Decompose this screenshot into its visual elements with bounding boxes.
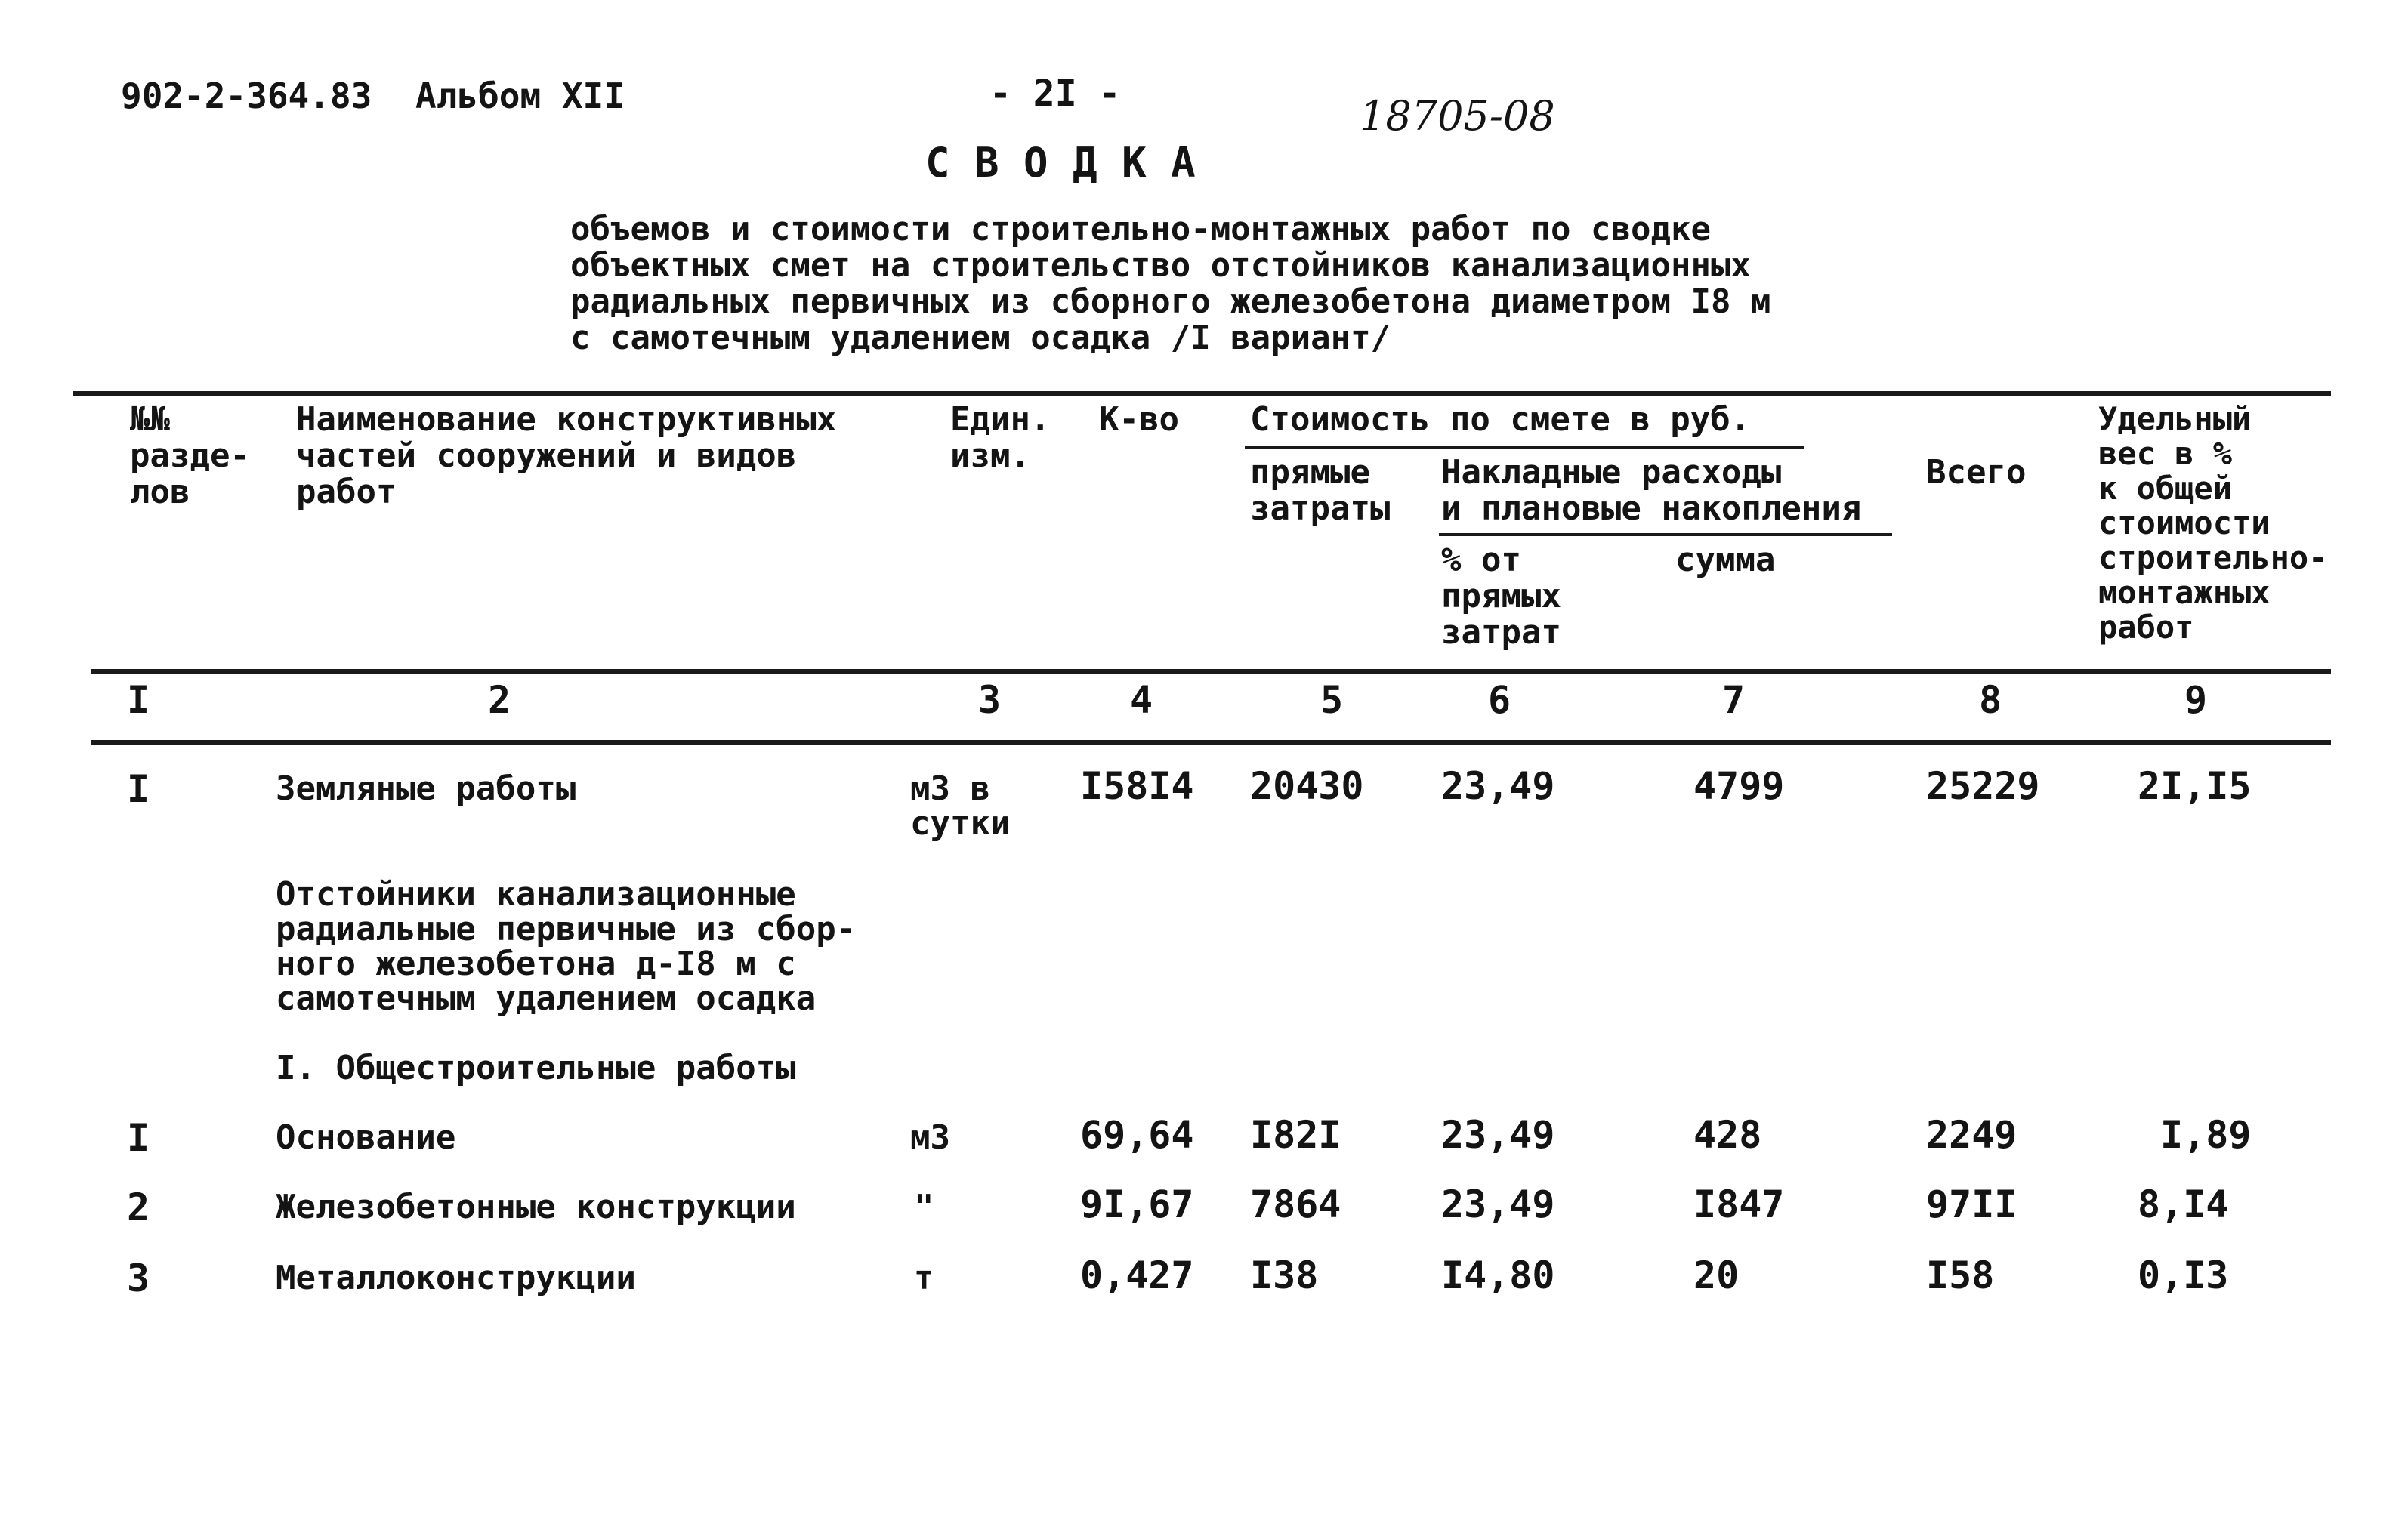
row-name: Металлоконструкции [276,1259,636,1297]
row-unit: м3 в сутки [910,769,1011,843]
subtitle-line: объектных смет на строительство отстойников канализационных [570,246,1751,285]
column-number: 8 [1979,678,2002,722]
header-overhead-sum: сумма [1675,541,1776,579]
row-name: Основание [276,1118,456,1157]
row-overhead-percent: 23,49 [1441,1182,1555,1226]
table-top-rule [73,391,2331,396]
row-share: 8,I4 [2138,1182,2229,1226]
row-total: 97II [1926,1182,2017,1226]
subtitle [570,211,1770,356]
row-overhead-percent: I4,80 [1441,1253,1555,1297]
row-section-no: 2 [127,1186,150,1229]
object-title: Отстойники канализационные радиальные первичные из сбор- ного железобетона д-I8 м с самотечным удалением осадка [276,875,857,1018]
subtitle-line: с самотечным удалением осадка /I вариант/ [570,319,1391,357]
row-qty: 9I,67 [1080,1182,1194,1226]
row-qty: 69,64 [1080,1113,1194,1157]
overhead-group-rule [1439,533,1892,536]
row-direct-costs: I38 [1250,1253,1319,1297]
row-total: 2249 [1926,1113,2017,1157]
row-unit: м3 [910,1118,950,1157]
header-direct-costs: прямые затраты [1250,453,1391,528]
row-unit: " [914,1188,934,1226]
row-unit: т [914,1259,934,1297]
header-cost-group: Стоимость по смете в руб. [1250,400,1751,439]
header-share: Удельный вес в % к общей стоимости строительно- монтажных работ [2098,400,2328,646]
subtitle-line: радиальных первичных из сборного железобетона диаметром I8 м [570,282,1771,321]
column-number: 6 [1488,678,1511,722]
header-overhead-percent: % от прямых затрат [1441,541,1561,652]
album-label: Альбом XII [415,76,625,116]
row-name: Железобетонные конструкции [276,1188,796,1226]
row-overhead-percent: 23,49 [1441,764,1555,808]
row-share: 2I,I5 [2138,764,2252,808]
row-overhead-percent: 23,49 [1441,1113,1555,1157]
header-name: Наименование конструктивных частей сооружений и видов работ [296,400,837,511]
row-total: 25229 [1926,764,2040,808]
row-direct-costs: 20430 [1250,764,1364,808]
row-qty: I58I4 [1080,764,1194,808]
column-number: 7 [1722,678,1746,722]
column-number: 9 [2184,678,2208,722]
header-qty: К-во [1099,400,1179,439]
handwritten-number: 18705-08 [1360,92,1555,140]
header-section-no: №№ разде- лов [130,400,250,511]
column-number: 3 [978,678,1002,722]
subtitle-line: объемов и стоимости строительно-монтажных работ по сводке [570,210,1711,248]
row-overhead-sum: 20 [1693,1253,1740,1297]
row-qty: 0,427 [1080,1253,1194,1297]
row-name: Земляные работы [276,769,576,808]
row-direct-costs: 7864 [1250,1182,1341,1226]
row-overhead-sum: 428 [1693,1113,1762,1157]
row-overhead-sum: I847 [1693,1182,1785,1226]
row-share: I,89 [2160,1113,2252,1157]
header-bottom-rule [91,669,2331,674]
page-number: - 2I - [989,72,1121,115]
column-number: 4 [1130,678,1153,722]
subsection-title: I. Общестроительные работы [276,1049,796,1087]
row-direct-costs: I82I [1250,1113,1341,1157]
header-total: Всего [1926,453,2027,492]
column-number: 5 [1320,678,1344,722]
header-unit: Един. изм. [950,400,1051,475]
cost-group-rule [1245,446,1804,449]
column-numbers-rule [91,740,2331,745]
row-section-no: I [127,1116,150,1160]
row-overhead-sum: 4799 [1693,764,1785,808]
column-number: I [127,678,150,722]
row-section-no: 3 [127,1256,150,1300]
row-section-no: I [127,767,150,811]
row-total: I58 [1926,1253,1995,1297]
column-number: 2 [488,678,511,722]
document-code: 902-2-364.83 [121,76,372,116]
header-overhead-group: Накладные расходы и плановые накопления [1441,453,1862,528]
row-share: 0,I3 [2138,1253,2229,1297]
page-title: С В О Д К А [925,139,1196,187]
